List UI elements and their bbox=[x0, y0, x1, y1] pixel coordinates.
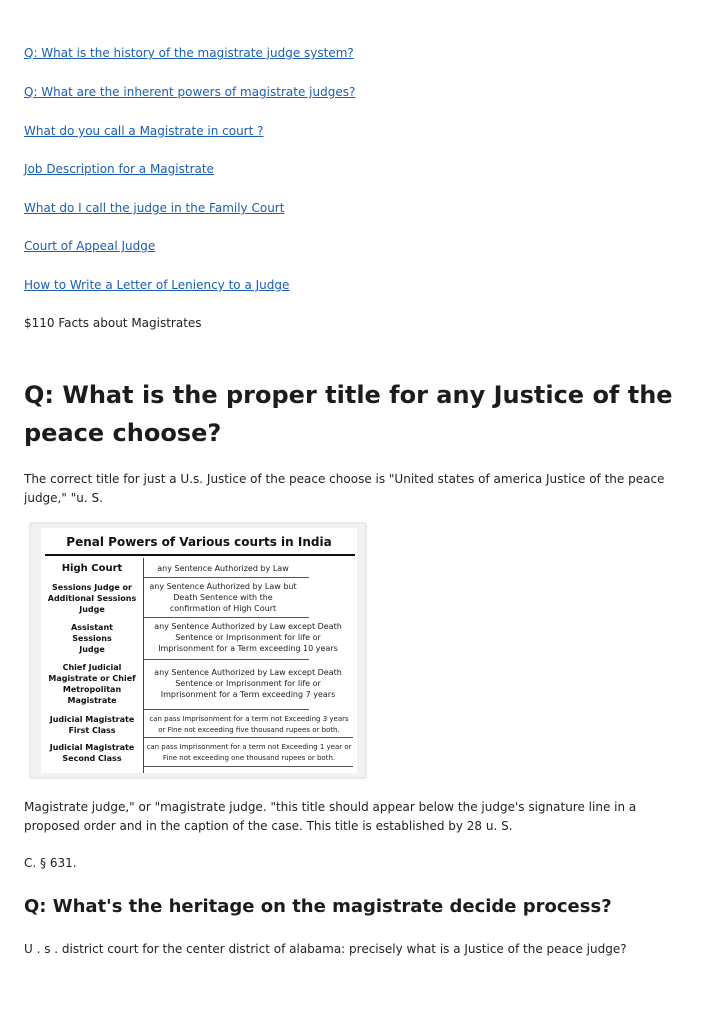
row-divider bbox=[143, 617, 309, 618]
power-assistant-sessions-judge: any Sentence Authorized by Law except Death Sentence or Imprisonment for life or Imprisonment for a Term exceeding 10 years bbox=[154, 622, 342, 653]
intro-paragraph: The correct title for just a U.s. Justice of the peace choose is "United states of america Justice of the peace judge," "u. S. bbox=[24, 472, 665, 505]
section-heading-proper-title: Q: What is the proper title for any Justice of the peace choose? bbox=[24, 381, 673, 447]
court-judicial-magistrate-first-class: Judicial Magistrate First Class bbox=[49, 715, 135, 735]
penal-powers-table bbox=[41, 528, 357, 773]
power-judicial-magistrate-second-class: can pass Imprisonment for a term not Exceeding 1 year or Fine not exceeding one thousand rupees or both. bbox=[146, 743, 352, 762]
row-divider bbox=[143, 659, 309, 660]
figure-title-rule bbox=[45, 554, 355, 556]
citation-text: C. § 631. bbox=[24, 856, 77, 870]
row-divider bbox=[143, 766, 353, 767]
related-link-job-description[interactable]: Job Description for a Magistrate bbox=[24, 162, 214, 176]
figure-title: Penal Powers of Various courts in India bbox=[66, 535, 332, 549]
post-figure-paragraph: Magistrate judge," or "magistrate judge. "this title should appear below the judge's signature line in a proposed order and in the caption of the case. This title is established by 28 u. S. bbox=[24, 800, 637, 833]
power-judicial-magistrate-first-class: can pass Imprisonment for a term not Exceeding 3 years or Fine not exceeding five thousand rupees or both. bbox=[149, 715, 349, 734]
court-high-court: High Court bbox=[61, 563, 123, 574]
power-high-court: any Sentence Authorized by Law bbox=[157, 564, 289, 573]
power-chief-judicial-magistrate: any Sentence Authorized by Law except Death Sentence or Imprisonment for life or Imprisonment for a Term exceeding 7 years bbox=[154, 668, 342, 699]
related-link-family-court[interactable]: What do I call the judge in the Family Court bbox=[24, 201, 285, 215]
related-link-leniency-letter[interactable]: How to Write a Letter of Leniency to a Judge bbox=[24, 278, 290, 292]
facts-line: $110 Facts about Magistrates bbox=[24, 316, 202, 330]
court-sessions-judge: Sessions Judge or Additional Sessions Judge bbox=[47, 583, 137, 614]
row-divider bbox=[143, 709, 309, 710]
section2-body: U . s . district court for the center district of alabama: precisely what is a Justice of the peace judge? bbox=[24, 942, 627, 956]
row-divider bbox=[143, 737, 353, 738]
related-link-magistrate-history[interactable]: Q: What is the history of the magistrate judge system? bbox=[24, 46, 354, 60]
related-link-court-of-appeal[interactable]: Court of Appeal Judge bbox=[24, 239, 156, 253]
related-link-inherent-powers[interactable]: Q: What are the inherent powers of magistrate judges? bbox=[24, 85, 356, 99]
related-link-call-magistrate[interactable]: What do you call a Magistrate in court ? bbox=[24, 124, 264, 138]
row-divider bbox=[143, 577, 309, 578]
penal-powers-figure bbox=[30, 523, 366, 778]
court-assistant-sessions-judge: Assistant Sessions Judge bbox=[71, 623, 113, 654]
court-chief-judicial-magistrate: Chief Judicial Magistrate or Chief Metropolitan Magistrate bbox=[48, 663, 136, 705]
court-judicial-magistrate-second-class: Judicial Magistrate Second Class bbox=[49, 743, 135, 763]
power-sessions-judge: any Sentence Authorized by Law but Death Sentence with the confirmation of High Court bbox=[149, 582, 297, 613]
section-heading-heritage: Q: What's the heritage on the magistrate decide process? bbox=[24, 896, 612, 917]
